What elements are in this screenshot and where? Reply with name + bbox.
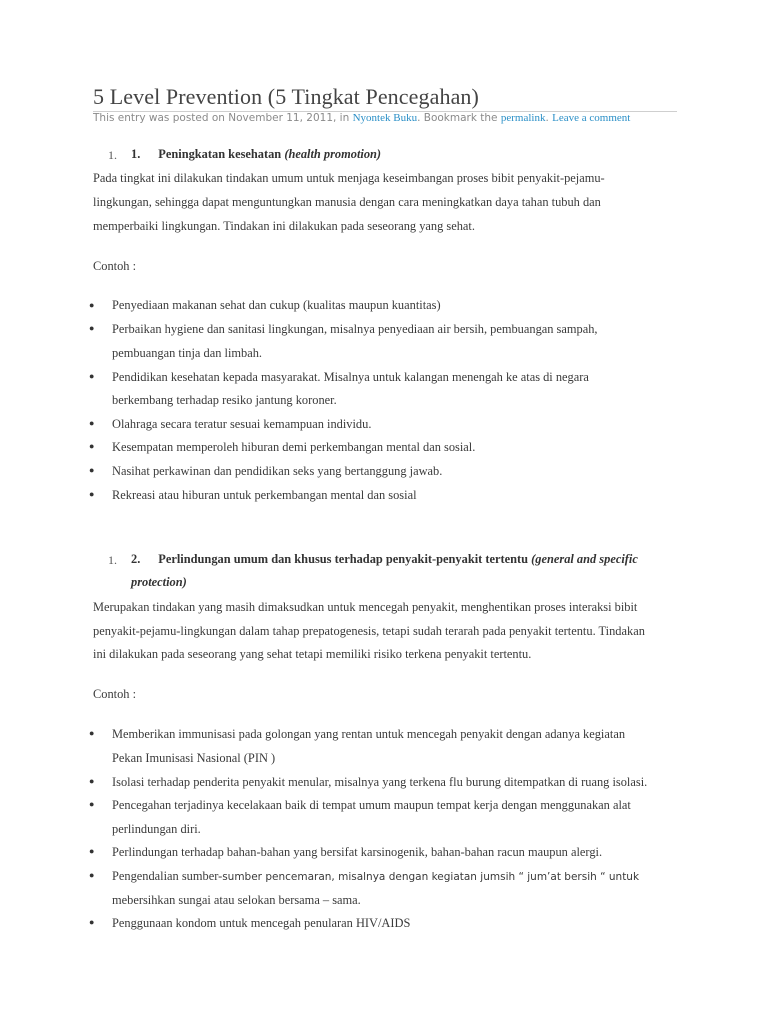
paragraph-line: lingkungan, sehingga dapat menguntungkan manusia dengan cara meningkatkan daya tahan tubuh dan — [93, 195, 601, 209]
list-item: Olahraga secara teratur sesuai kemampuan individu. — [112, 417, 372, 431]
list-item: Rekreasi atau hiburan untuk perkembangan mental dan sosial — [112, 488, 417, 502]
meta-prefix: This entry was posted on November 11, 2011, in — [93, 112, 353, 124]
list-item-continued: mebersihkan sungai atau selokan bersama – sama. — [112, 893, 361, 907]
heading-number: 2. — [131, 552, 141, 566]
list-item: Penggunaan kondom untuk mencegah penularan HIV/AIDS — [112, 916, 411, 930]
bullet-dot: ● — [89, 441, 95, 451]
list-item-text-alt-font: sumber pencemaran, misalnya dengan kegiatan jumsih “ jum’at bersih “ untuk — [222, 871, 640, 883]
list-number: 1. — [108, 553, 117, 567]
meta-mid: . Bookmark the — [417, 112, 501, 124]
heading-text: Perlindungan umum dan khusus terhadap penyakit-penyakit tertentu — [158, 552, 529, 566]
section-heading — [131, 552, 638, 567]
list-item-text: Pengendalian sumber- — [112, 869, 223, 883]
paragraph-line: Pada tingkat ini dilakukan tindakan umum untuk menjaga keseimbangan proses bibit penyakit-pejamu- — [93, 171, 605, 185]
paragraph-line: memperbaiki lingkungan. Tindakan ini dilakukan pada seseorang yang sehat. — [93, 219, 475, 233]
list-item-continued: Pekan Imunisasi Nasional (PIN ) — [112, 751, 276, 765]
leave-comment-link[interactable]: Leave a comment — [552, 112, 631, 124]
contoh-label: Contoh : — [93, 687, 137, 701]
heading-english: (health promotion) — [284, 147, 382, 161]
post-title: 5 Level Prevention (5 Tingkat Pencegahan) — [93, 84, 479, 109]
heading-number: 1. — [131, 147, 141, 161]
list-item: Penyediaan makanan sehat dan cukup (kualitas maupun kuantitas) — [112, 298, 441, 312]
list-item: Kesempatan memperoleh hiburan demi perkembangan mental dan sosial. — [112, 440, 476, 454]
list-item: Perlindungan terhadap bahan-bahan yang bersifat karsinogenik, bahan-bahan racun maupun alergi. — [112, 845, 603, 859]
heading-text: Peningkatan kesehatan — [158, 147, 282, 161]
bullet-dot: ● — [89, 418, 95, 428]
list-item: Memberikan immunisasi pada golongan yang rentan untuk mencegah penyakit dengan adanya kegiatan — [112, 727, 626, 741]
meta-sep: . — [545, 112, 553, 124]
list-item-continued: perlindungan diri. — [112, 822, 201, 836]
bullet-dot: ● — [89, 489, 95, 499]
category-link[interactable]: Nyontek Buku — [352, 112, 418, 124]
heading-english: (general and specific — [531, 552, 638, 566]
list-item-continued: pembuangan tinja dan limbah. — [112, 346, 263, 360]
bullet-dot: ● — [89, 323, 95, 333]
list-item: Nasihat perkawinan dan pendidikan seks yang bertanggung jawab. — [112, 464, 443, 478]
paragraph-line: Merupakan tindakan yang masih dimaksudkan untuk mencegah penyakit, menghentikan proses interaksi bibit — [93, 600, 638, 614]
bullet-dot: ● — [89, 465, 95, 475]
list-item-continued: berkembang terhadap resiko jantung koroner. — [112, 393, 337, 407]
list-item: Pendidikan kesehatan kepada masyarakat. Misalnya untuk kalangan menengah ke atas di negara — [112, 370, 589, 384]
post-meta — [93, 112, 630, 124]
list-item: Pencegahan terjadinya kecelakaan baik di tempat umum maupun tempat kerja dengan menggunakan alat — [112, 798, 631, 812]
bullet-dot: ● — [89, 776, 95, 786]
list-number: 1. — [108, 148, 117, 162]
bullet-dot: ● — [89, 870, 95, 880]
bullet-dot: ● — [89, 300, 95, 310]
bullet-dot: ● — [89, 371, 95, 381]
paragraph-line: ini dilakukan pada seseorang yang sehat tetapi memiliki risiko terkena penyakit tertentu. — [93, 647, 532, 661]
permalink-link[interactable]: permalink — [500, 112, 546, 124]
heading-english-continued: protection) — [131, 575, 187, 589]
paragraph-line: penyakit-pejamu-lingkungan dalam tahap prepatogenesis, tetapi sudah terarah pada penyakit tertentu. Tindakan — [93, 624, 645, 638]
bullet-dot: ● — [89, 846, 95, 856]
contoh-label: Contoh : — [93, 259, 137, 273]
list-item: Isolasi terhadap penderita penyakit menular, misalnya yang terkena flu burung ditempatkan di ruang isolasi. — [112, 775, 648, 789]
bullet-dot: ● — [89, 728, 95, 738]
list-item: Perbaikan hygiene dan sanitasi lingkungan, misalnya penyediaan air bersih, pembuangan sampah, — [112, 322, 598, 336]
bullet-dot: ● — [89, 917, 95, 927]
section-heading-continued — [131, 575, 187, 590]
list-item — [112, 864, 639, 889]
section-heading — [131, 147, 381, 162]
bullet-dot: ● — [89, 799, 95, 809]
